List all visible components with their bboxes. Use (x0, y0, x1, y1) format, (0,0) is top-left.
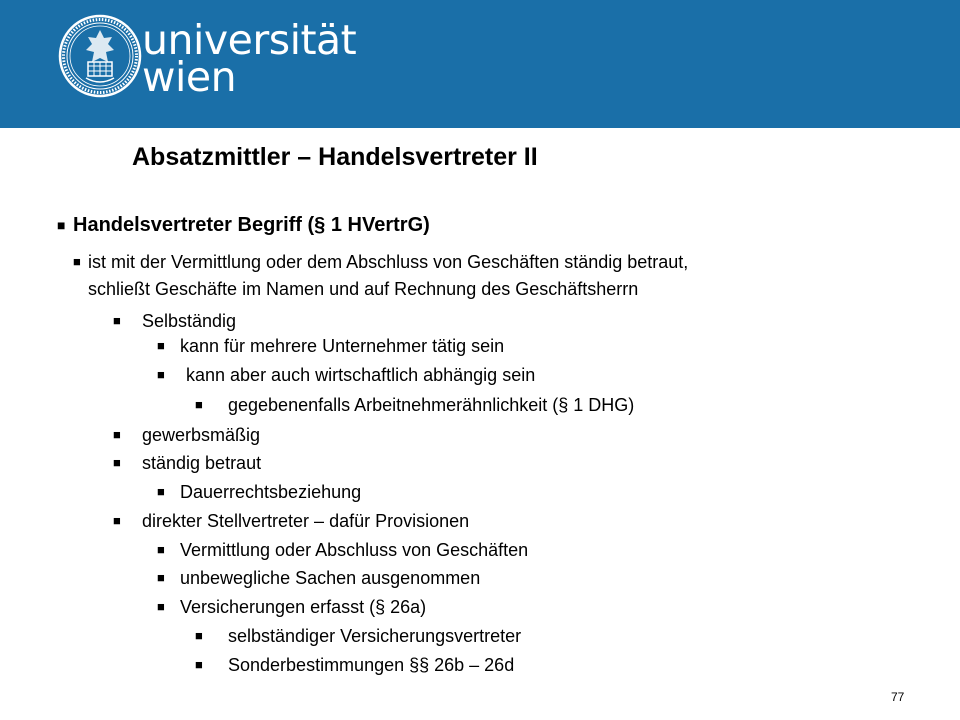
university-wordmark (142, 16, 357, 101)
list-item-text: Handelsvertreter Begriff (§ 1 HVertrG) (73, 214, 430, 236)
list-item-text: ständig betraut (142, 453, 262, 473)
list-item-text: Versicherungen erfasst (§ 26a) (180, 597, 427, 617)
list-item-text: Sonderbestimmungen §§ 26b – 26d (228, 655, 515, 675)
list-item-text: ist mit der Vermittlung oder dem Abschluss von Geschäften ständig betraut, (88, 252, 689, 272)
square-bullet-icon: ■ (113, 313, 121, 328)
list-item-text: Selbständig (142, 311, 237, 331)
list-item-text: direkter Stellvertreter – dafür Provisionen (142, 511, 470, 531)
square-bullet-icon: ■ (157, 338, 165, 353)
square-bullet-icon: ■ (195, 628, 203, 643)
square-bullet-icon: ■ (113, 427, 121, 442)
list-item-text: gegebenenfalls Arbeitnehmerähnlichkeit (§ 1 DHG) (228, 395, 635, 415)
header-banner (0, 0, 960, 128)
list-item-text: kann aber auch wirtschaftlich abhängig sein (186, 365, 536, 385)
square-bullet-icon: ■ (113, 513, 121, 528)
wordmark-line-2: wien (142, 53, 237, 101)
list-item-text: Vermittlung oder Abschluss von Geschäften (180, 540, 529, 560)
square-bullet-icon: ■ (157, 599, 165, 614)
list-item-text: gewerbsmäßig (142, 425, 261, 445)
list-item-text: selbständiger Versicherungsvertreter (228, 626, 522, 646)
square-bullet-icon: ■ (113, 455, 121, 470)
square-bullet-icon: ■ (157, 542, 165, 557)
university-seal-icon (58, 14, 142, 98)
list-item-continuation: schließt Geschäfte im Namen und auf Rechnung des Geschäftsherrn (88, 279, 639, 299)
page-number: 77 (891, 690, 905, 704)
square-bullet-icon: ■ (157, 484, 165, 499)
wordmark-line-1: universität (142, 16, 357, 64)
list-item-text: kann für mehrere Unternehmer tätig sein (180, 336, 505, 356)
list-item-text: unbewegliche Sachen ausgenommen (180, 568, 481, 588)
square-bullet-icon: ■ (195, 397, 203, 412)
square-bullet-icon: ■ (57, 217, 66, 233)
square-bullet-icon: ■ (73, 254, 81, 269)
slide-title: Absatzmittler – Handelsvertreter II (132, 143, 538, 171)
square-bullet-icon: ■ (157, 570, 165, 585)
square-bullet-icon: ■ (195, 657, 203, 672)
list-item-text: Dauerrechtsbeziehung (180, 482, 362, 502)
square-bullet-icon: ■ (157, 367, 165, 382)
